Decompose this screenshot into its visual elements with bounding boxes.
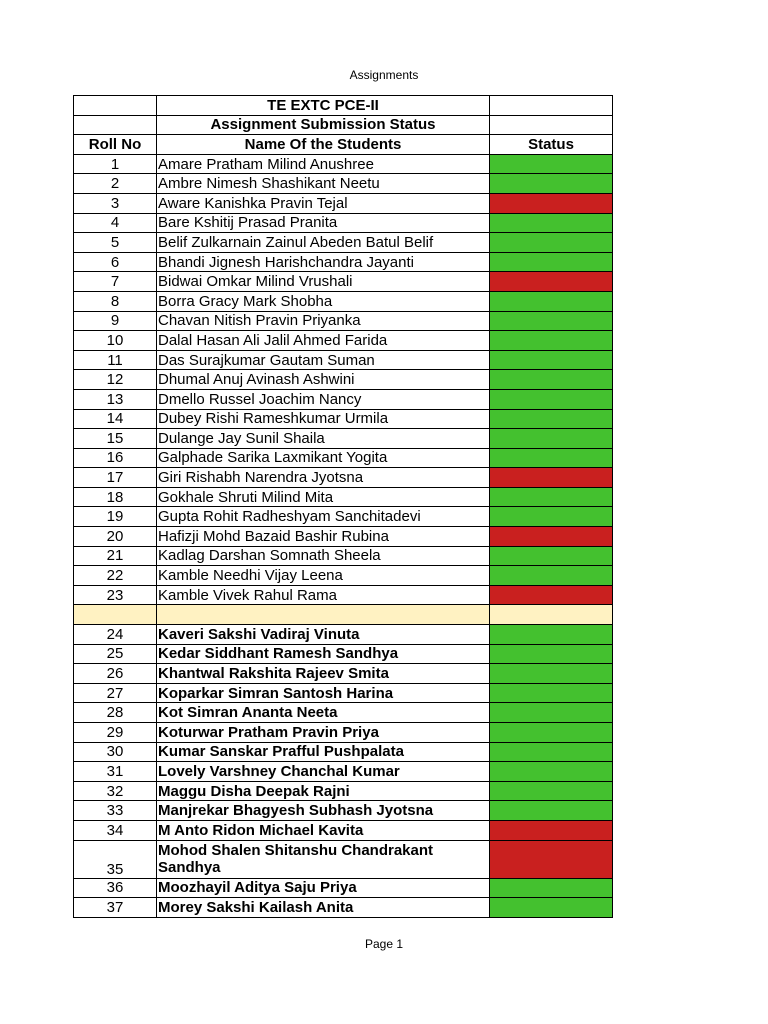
student-name: Giri Rishabh Narendra Jyotsna bbox=[157, 468, 490, 488]
table-row bbox=[74, 233, 613, 253]
table-row bbox=[74, 703, 613, 723]
roll-number: 8 bbox=[74, 291, 157, 311]
status-cell bbox=[490, 527, 613, 547]
roll-number: 21 bbox=[74, 546, 157, 566]
status-cell bbox=[490, 272, 613, 292]
roll-number: 35 bbox=[74, 840, 157, 878]
roll-number: 23 bbox=[74, 585, 157, 605]
roll-number: 18 bbox=[74, 487, 157, 507]
student-name: Borra Gracy Mark Shobha bbox=[157, 291, 490, 311]
roll-number: 13 bbox=[74, 389, 157, 409]
student-name: Kamble Needhi Vijay Leena bbox=[157, 566, 490, 586]
status-cell bbox=[490, 644, 613, 664]
table-row bbox=[74, 252, 613, 272]
table-row bbox=[74, 311, 613, 331]
student-name: Amare Pratham Milind Anushree bbox=[157, 154, 490, 174]
table-row bbox=[74, 389, 613, 409]
roll-number: 26 bbox=[74, 664, 157, 684]
table-row bbox=[74, 193, 613, 213]
status-cell bbox=[490, 625, 613, 645]
student-name: Galphade Sarika Laxmikant Yogita bbox=[157, 448, 490, 468]
table-row bbox=[74, 291, 613, 311]
table-row bbox=[74, 585, 613, 605]
table-title: TE EXTC PCE-II bbox=[157, 96, 490, 116]
student-name: Ambre Nimesh Shashikant Neetu bbox=[157, 174, 490, 194]
status-cell bbox=[490, 331, 613, 351]
roll-number: 27 bbox=[74, 683, 157, 703]
roll-number: 17 bbox=[74, 468, 157, 488]
status-cell bbox=[490, 742, 613, 762]
status-cell bbox=[490, 566, 613, 586]
student-name: Moozhayil Aditya Saju Priya bbox=[157, 878, 490, 898]
subtitle-row bbox=[74, 115, 613, 135]
table-row bbox=[74, 429, 613, 449]
table-row bbox=[74, 742, 613, 762]
student-name: Kumar Sanskar Prafful Pushpalata bbox=[157, 742, 490, 762]
status-cell bbox=[490, 507, 613, 527]
student-name: Belif Zulkarnain Zainul Abeden Batul Belif bbox=[157, 233, 490, 253]
table-row bbox=[74, 683, 613, 703]
student-name: Dmello Russel Joachim Nancy bbox=[157, 389, 490, 409]
student-name: Khantwal Rakshita Rajeev Smita bbox=[157, 664, 490, 684]
roll-number: 28 bbox=[74, 703, 157, 723]
student-name: Aware Kanishka Pravin Tejal bbox=[157, 193, 490, 213]
student-name: Hafizji Mohd Bazaid Bashir Rubina bbox=[157, 527, 490, 547]
table-row bbox=[74, 878, 613, 898]
column-header-roll: Roll No bbox=[74, 135, 157, 155]
status-cell bbox=[490, 213, 613, 233]
student-name: Chavan Nitish Pravin Priyanka bbox=[157, 311, 490, 331]
status-cell bbox=[490, 350, 613, 370]
status-cell bbox=[490, 762, 613, 782]
table-row bbox=[74, 898, 613, 918]
student-name: Kaveri Sakshi Vadiraj Vinuta bbox=[157, 625, 490, 645]
student-name: Koparkar Simran Santosh Harina bbox=[157, 683, 490, 703]
student-name: Maggu Disha Deepak Rajni bbox=[157, 781, 490, 801]
status-cell bbox=[490, 193, 613, 213]
roll-number: 2 bbox=[74, 174, 157, 194]
status-cell bbox=[490, 683, 613, 703]
table-row bbox=[74, 781, 613, 801]
status-cell bbox=[490, 409, 613, 429]
table-row bbox=[74, 527, 613, 547]
status-cell bbox=[490, 878, 613, 898]
table-row bbox=[74, 625, 613, 645]
status-cell bbox=[490, 291, 613, 311]
roll-number: 1 bbox=[74, 154, 157, 174]
student-name: Morey Sakshi Kailash Anita bbox=[157, 898, 490, 918]
status-cell bbox=[490, 546, 613, 566]
roll-number: 37 bbox=[74, 898, 157, 918]
roll-number: 19 bbox=[74, 507, 157, 527]
status-cell bbox=[490, 840, 613, 878]
table-row bbox=[74, 370, 613, 390]
table-row bbox=[74, 350, 613, 370]
status-cell bbox=[490, 448, 613, 468]
roll-number: 29 bbox=[74, 723, 157, 743]
roll-number: 24 bbox=[74, 625, 157, 645]
roll-number: 31 bbox=[74, 762, 157, 782]
roll-number: 14 bbox=[74, 409, 157, 429]
student-name: Lovely Varshney Chanchal Kumar bbox=[157, 762, 490, 782]
student-name: Das Surajkumar Gautam Suman bbox=[157, 350, 490, 370]
page-footer: Page 1 bbox=[364, 937, 404, 951]
table-row bbox=[74, 487, 613, 507]
status-cell bbox=[490, 898, 613, 918]
status-cell bbox=[490, 664, 613, 684]
table-row bbox=[74, 644, 613, 664]
title-row bbox=[74, 96, 613, 116]
roll-number: 4 bbox=[74, 213, 157, 233]
status-cell bbox=[490, 723, 613, 743]
assignment-status-table bbox=[73, 95, 613, 918]
column-header-status: Status bbox=[490, 135, 613, 155]
student-name: Koturwar Pratham Pravin Priya bbox=[157, 723, 490, 743]
table-row bbox=[74, 820, 613, 840]
table-row bbox=[74, 840, 613, 878]
table-row bbox=[74, 272, 613, 292]
student-name: Dalal Hasan Ali Jalil Ahmed Farida bbox=[157, 331, 490, 351]
student-name: Gokhale Shruti Milind Mita bbox=[157, 487, 490, 507]
student-name: Bare Kshitij Prasad Pranita bbox=[157, 213, 490, 233]
status-cell bbox=[490, 233, 613, 253]
table-row bbox=[74, 801, 613, 821]
roll-number: 30 bbox=[74, 742, 157, 762]
status-cell bbox=[490, 389, 613, 409]
student-name: Manjrekar Bhagyesh Subhash Jyotsna bbox=[157, 801, 490, 821]
table-row bbox=[74, 409, 613, 429]
roll-number: 10 bbox=[74, 331, 157, 351]
status-cell bbox=[490, 468, 613, 488]
table-row bbox=[74, 154, 613, 174]
status-cell bbox=[490, 311, 613, 331]
roll-number: 12 bbox=[74, 370, 157, 390]
status-cell bbox=[490, 781, 613, 801]
table-row bbox=[74, 468, 613, 488]
roll-number: 5 bbox=[74, 233, 157, 253]
status-cell bbox=[490, 154, 613, 174]
student-name: Gupta Rohit Radheshyam Sanchitadevi bbox=[157, 507, 490, 527]
table-row bbox=[74, 448, 613, 468]
status-cell bbox=[490, 820, 613, 840]
table-row bbox=[74, 762, 613, 782]
table-row bbox=[74, 546, 613, 566]
roll-number: 22 bbox=[74, 566, 157, 586]
roll-number: 9 bbox=[74, 311, 157, 331]
column-header-row bbox=[74, 135, 613, 155]
table-row bbox=[74, 213, 613, 233]
status-cell bbox=[490, 174, 613, 194]
separator-row bbox=[74, 605, 613, 625]
roll-number: 25 bbox=[74, 644, 157, 664]
status-cell bbox=[490, 370, 613, 390]
student-name: Dulange Jay Sunil Shaila bbox=[157, 429, 490, 449]
roll-number: 36 bbox=[74, 878, 157, 898]
student-name: Bhandi Jignesh Harishchandra Jayanti bbox=[157, 252, 490, 272]
status-cell bbox=[490, 703, 613, 723]
status-cell bbox=[490, 487, 613, 507]
roll-number: 16 bbox=[74, 448, 157, 468]
roll-number: 6 bbox=[74, 252, 157, 272]
status-cell bbox=[490, 585, 613, 605]
roll-number: 7 bbox=[74, 272, 157, 292]
table-row bbox=[74, 331, 613, 351]
student-name: Dubey Rishi Rameshkumar Urmila bbox=[157, 409, 490, 429]
student-name: M Anto Ridon Michael Kavita bbox=[157, 820, 490, 840]
student-name: Kot Simran Ananta Neeta bbox=[157, 703, 490, 723]
table-row bbox=[74, 566, 613, 586]
student-name: Kadlag Darshan Somnath Sheela bbox=[157, 546, 490, 566]
column-header-name: Name Of the Students bbox=[157, 135, 490, 155]
page-header: Assignments bbox=[349, 68, 419, 82]
table-subtitle: Assignment Submission Status bbox=[157, 115, 490, 135]
roll-number: 15 bbox=[74, 429, 157, 449]
status-cell bbox=[490, 801, 613, 821]
roll-number: 33 bbox=[74, 801, 157, 821]
table-row bbox=[74, 174, 613, 194]
student-name: Kamble Vivek Rahul Rama bbox=[157, 585, 490, 605]
roll-number: 34 bbox=[74, 820, 157, 840]
student-name: Dhumal Anuj Avinash Ashwini bbox=[157, 370, 490, 390]
roll-number: 20 bbox=[74, 527, 157, 547]
table-row bbox=[74, 723, 613, 743]
student-name: Mohod Shalen Shitanshu Chandrakant Sandhya bbox=[157, 840, 490, 878]
roll-number: 32 bbox=[74, 781, 157, 801]
roll-number: 3 bbox=[74, 193, 157, 213]
status-cell bbox=[490, 429, 613, 449]
roll-number: 11 bbox=[74, 350, 157, 370]
student-name: Bidwai Omkar Milind Vrushali bbox=[157, 272, 490, 292]
student-name: Kedar Siddhant Ramesh Sandhya bbox=[157, 644, 490, 664]
table-row bbox=[74, 664, 613, 684]
table-row bbox=[74, 507, 613, 527]
status-cell bbox=[490, 252, 613, 272]
